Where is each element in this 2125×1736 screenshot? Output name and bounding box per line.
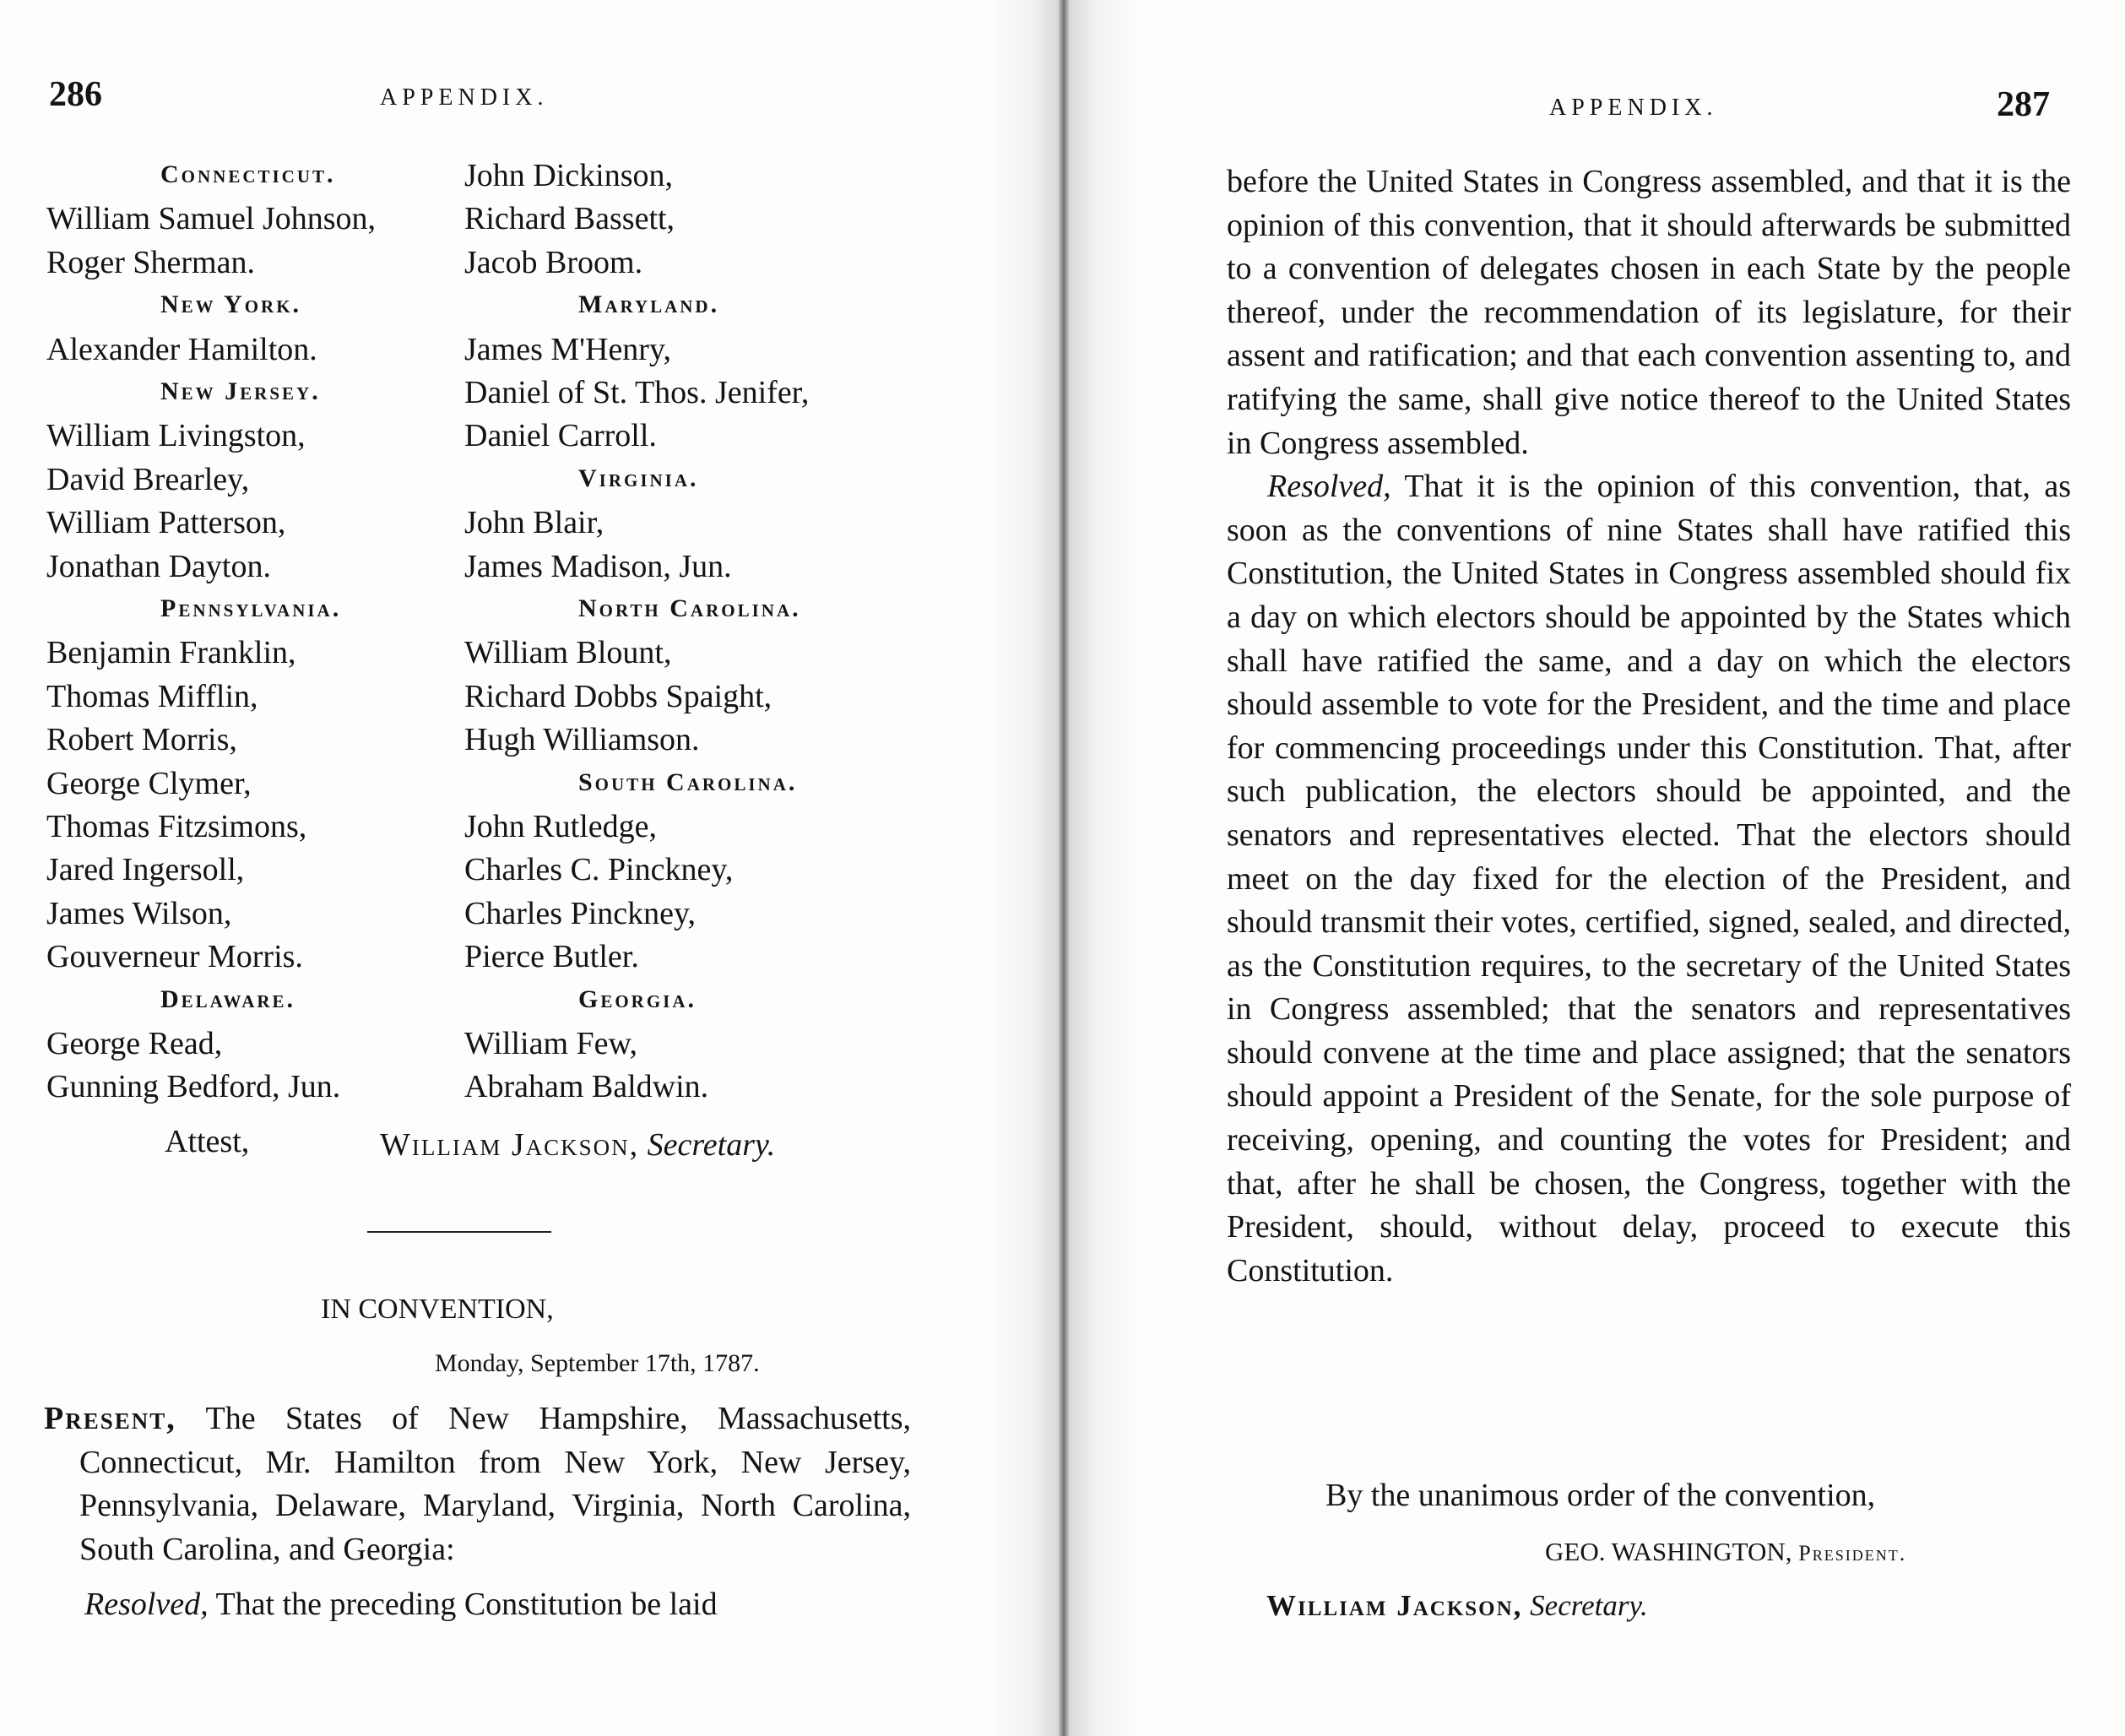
resolved-lead: Resolved, [84,1587,209,1622]
running-head: APPENDIX. [380,84,549,111]
signer-name: Richard Dobbs Spaight, [464,678,772,714]
signer-name: John Dickinson, [464,158,673,193]
convention-date: Monday, September 17th, 1787. [435,1349,760,1377]
right-page [1071,0,2125,1736]
signer-name: James M'Henry, [464,331,671,367]
signature-washington [1545,1537,1906,1567]
resolved-text: That the preceding Constitution be laid [208,1587,718,1622]
signature-name: GEO. WASHINGTON, [1545,1537,1792,1566]
signer-name: Benjamin Franklin, [46,635,296,671]
signer-name: Jacob Broom. [464,244,643,280]
signer-name: Daniel Carroll. [464,418,657,454]
page-number: 286 [49,75,102,114]
state-heading: Connecticut. [160,160,336,188]
signer-name: George Read, [46,1026,223,1061]
signature-name: William Jackson, [1266,1589,1523,1622]
signer-name: John Blair, [464,505,604,541]
resolved-paragraph-start [44,1583,875,1627]
resolved-lead: Resolved, [1267,469,1391,505]
present-text: The States of New Hampshire, Massachusetts, Connecticut, Mr. Hamilton from New York, New Jersey, Pennsylvania, Delaware, Maryland, Virginia, North Carolina, South Carolina, and Georgia: [79,1401,911,1567]
state-heading: Virginia. [578,464,699,492]
state-heading: New Jersey. [160,377,321,405]
signer-name: Charles Pinckney, [464,895,697,931]
signer-name: Thomas Fitzsimons, [46,809,307,844]
state-heading: Georgia. [578,985,697,1013]
signer-name: William Samuel Johnson, [46,201,377,237]
left-page [0,0,1055,1736]
resolved-text: That it is the opinion of this convention, that, as soon as the conventions of nine States shall have ratified this Constitution, the United States in Congress assembled should fix a day on which electors should be appointed by the States which shall have ratified the same, and a day on which the electors should assemble to vote for the President, and the time and place for commencing proceedings under this Constitution. That, after such publication, the electors should be appointed, and the senators and representatives elected. That the electors should meet on the day fixed for the election of the President, and should transmit their votes, certified, signed, sealed, and directed, as the Constitution requires, to the secretary of the United States in Congress assembled; that the senators and representatives should convene at the time and place assigned; that the senators should appoint a President of the Senate, for the sole purpose of receiving, opening, and counting the votes for President; and that, after he shall be chosen, the Congress, together with the President, should, without delay, proceed to execute this Constitution. [1227,469,2071,1288]
signer-name: James Wilson, [46,895,232,931]
attest-title: Secretary. [647,1127,776,1163]
convention-heading: IN CONVENTION, [321,1294,554,1325]
signer-name: Richard Bassett, [464,201,675,237]
signer-name: Jonathan Dayton. [46,548,271,584]
signer-name: Robert Morris, [46,722,237,758]
resolved-paragraph [1227,465,2071,1293]
signer-name: Alexander Hamilton. [46,331,317,367]
state-heading: New York. [160,290,302,319]
state-heading: Maryland. [578,290,720,319]
signer-name: Roger Sherman. [46,244,255,280]
signature-jackson [1266,1589,1648,1623]
state-heading: North Carolina. [578,594,801,622]
closing-line: By the unanimous order of the convention, [1325,1478,1876,1513]
continuation-paragraph: before the United States in Congress assembled, and that it is the opinion of this convention, that it should afterwards be submitted to a convention of delegates chosen in each State by the people thereof, under the recommendation of its legislature, for their assent and ratification; and that each convention assenting to, and ratifying the same, shall give notice thereof to the United States in Congress assembled. [1227,164,2071,461]
signer-name: George Clymer, [46,765,252,801]
signer-name: William Patterson, [46,505,286,541]
signer-name: William Few, [464,1026,637,1061]
signer-name: Jared Ingersoll, [46,852,245,888]
signer-name: Daniel of St. Thos. Jenifer, [464,375,810,410]
signature-title: President. [1798,1541,1907,1565]
present-lead: Present, [44,1401,176,1436]
signer-name: Thomas Mifflin, [46,678,258,714]
signer-name: John Rutledge, [464,809,657,844]
attest-label: Attest, [165,1124,250,1159]
running-head: APPENDIX. [1549,95,1718,121]
section-divider [367,1231,551,1233]
state-heading: Pennsylvania. [160,594,342,622]
signer-name: William Blount, [464,635,672,671]
signer-name: Gouverneur Morris. [46,939,303,975]
state-heading: South Carolina. [578,768,798,796]
right-body-text [1227,160,2071,1293]
signer-name: Abraham Baldwin. [464,1069,709,1105]
present-paragraph [44,1397,911,1571]
signer-name: Pierce Butler. [464,939,639,975]
signer-name: William Livingston, [46,418,306,454]
page-number: 287 [1997,85,2050,124]
state-heading: Delaware. [160,985,296,1013]
attest-name: William Jackson, [380,1127,640,1163]
signer-name: Charles C. Pinckney, [464,852,734,888]
signer-name: Hugh Williamson. [464,722,700,758]
signer-name: James Madison, Jun. [464,548,732,584]
signer-name: Gunning Bedford, Jun. [46,1069,341,1105]
signer-name: David Brearley, [46,461,250,497]
attest-signature [380,1123,775,1167]
signature-title: Secretary. [1530,1589,1648,1622]
